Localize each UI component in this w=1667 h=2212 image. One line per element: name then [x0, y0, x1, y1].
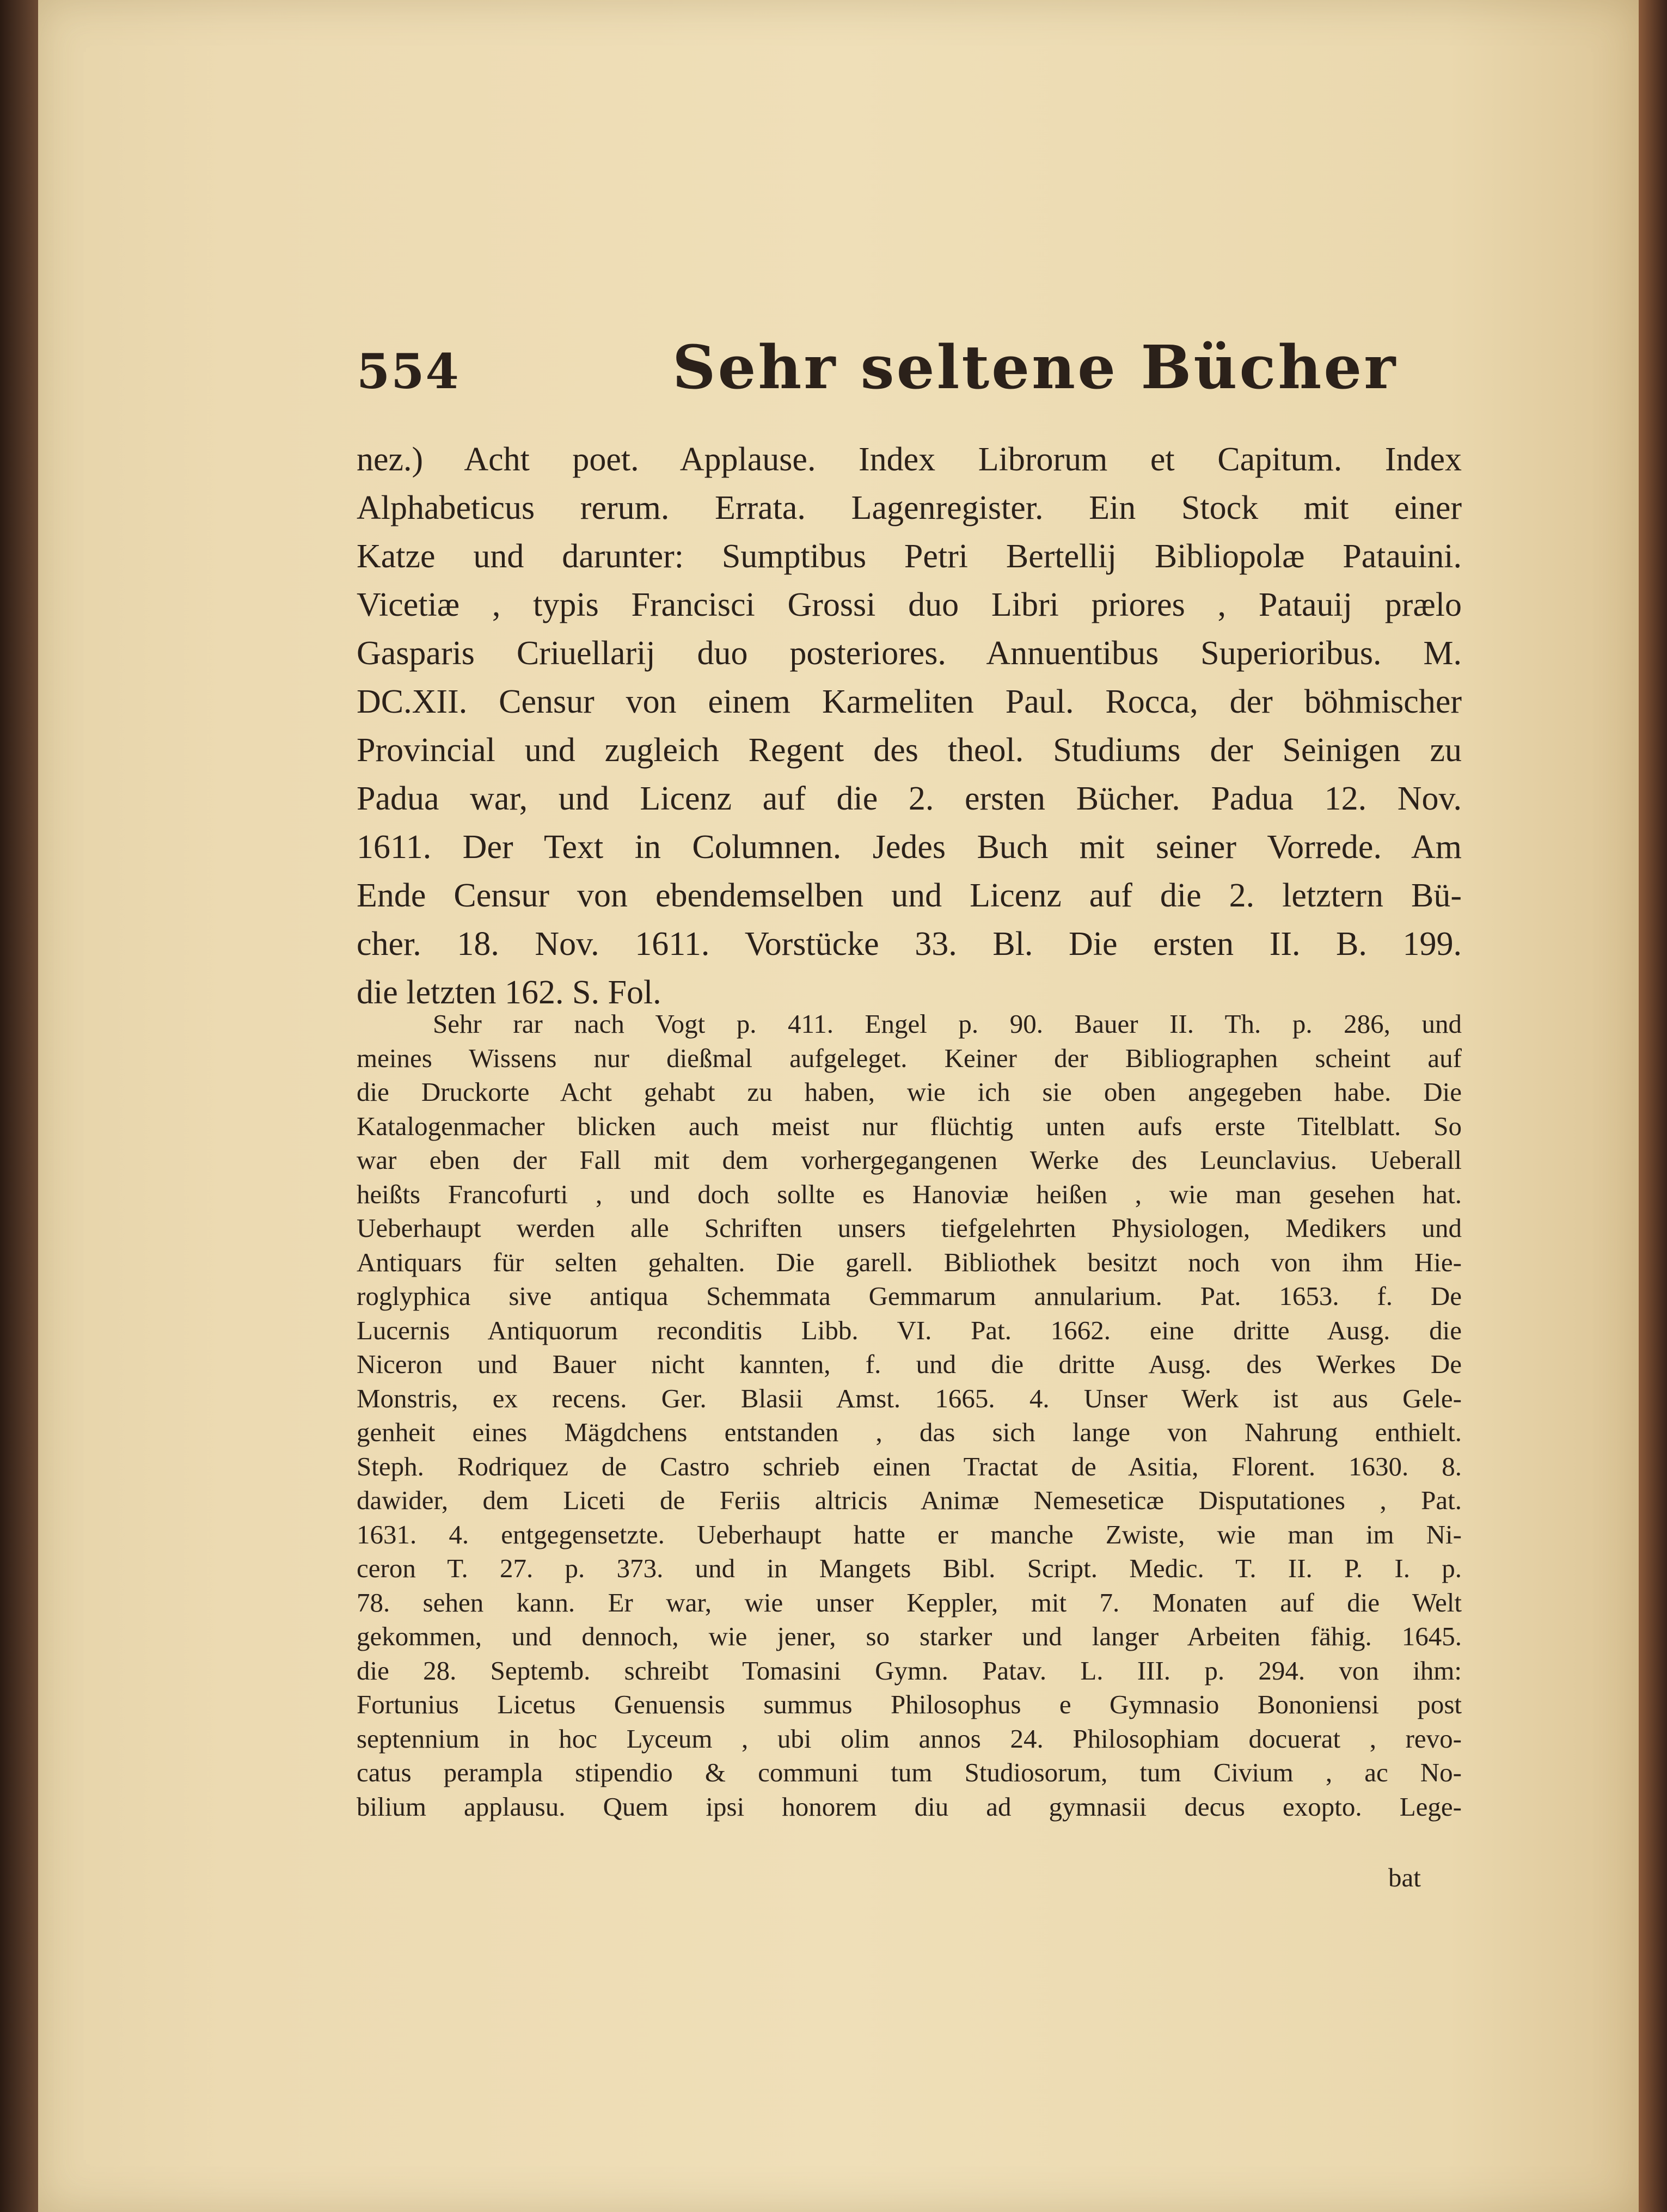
- commentary-line: Ueberhaupt werden alle Schriften unsers tiefgelehrten Physiologen, Medikers und: [357, 1213, 1462, 1243]
- running-head: [357, 332, 1398, 414]
- entry-line: die letzten 162. S. Fol.: [357, 974, 661, 1011]
- commentary-line: ceron T. 27. p. 373. und in Mangets Bibl. Script. Medic. T. II. P. I. p.: [357, 1553, 1462, 1583]
- commentary-line: Monstris, ex recens. Ger. Blasii Amst. 1665. 4. Unser Werk ist aus Gele-: [357, 1383, 1462, 1413]
- commentary-line: heißts Francofurti , und doch sollte es Hanoviæ heißen , wie man gesehen hat.: [357, 1179, 1462, 1209]
- entry-line: Vicetiæ , typis Francisci Grossi duo Libri priores , Patauij prælo: [357, 586, 1462, 623]
- commentary-line: war eben der Fall mit dem vorhergegangenen Werke des Leunclavius. Ueberall: [357, 1145, 1462, 1175]
- commentary-line: 78. sehen kann. Er war, wie unser Keppler, mit 7. Monaten auf die Welt: [357, 1587, 1462, 1617]
- entry-line: Katze und darunter: Sumptibus Petri Bertellij Bibliopolæ Patauini.: [357, 538, 1462, 575]
- commentary-line: Niceron und Bauer nicht kannten, f. und die dritte Ausg. des Werkes De: [357, 1349, 1462, 1379]
- bibliographic-entry: [357, 436, 1462, 1017]
- commentary-line: dawider, dem Liceti de Feriis altricis Animæ Nemeseticæ Disputationes , Pat.: [357, 1485, 1462, 1515]
- entry-line: Ende Censur von ebendemselben und Licenz auf die 2. letztern Bü-: [357, 877, 1462, 914]
- entry-line: 1611. Der Text in Columnen. Jedes Buch mit seiner Vorrede. Am: [357, 829, 1462, 866]
- catchword: bat: [1388, 1862, 1421, 1892]
- commentary-line: septennium in hoc Lyceum , ubi olim annos 24. Philosophiam docuerat , revo-: [357, 1723, 1462, 1754]
- commentary-line: die 28. Septemb. schreibt Tomasini Gymn. Patav. L. III. p. 294. von ihm:: [357, 1655, 1462, 1686]
- commentary-line: Sehr rar nach Vogt p. 411. Engel p. 90. Bauer II. Th. p. 286, und: [433, 1009, 1462, 1039]
- commentary-line: 1631. 4. entgegensetzte. Ueberhaupt hatte er manche Zwiste, wie man im Ni-: [357, 1519, 1462, 1549]
- entry-line: nez.) Acht poet. Applause. Index Librorum et Capitum. Index: [357, 441, 1462, 478]
- commentary-line: Lucernis Antiquorum reconditis Libb. VI. Pat. 1662. eine dritte Ausg. die: [357, 1315, 1462, 1345]
- entry-line: cher. 18. Nov. 1611. Vorstücke 33. Bl. Die ersten II. B. 199.: [357, 926, 1462, 963]
- commentary-line: meines Wissens nur dießmal aufgeleget. Keiner der Bibliographen scheint auf: [357, 1043, 1462, 1073]
- commentary-line: roglyphica sive antiqua Schemmata Gemmarum annularium. Pat. 1653. f. De: [357, 1281, 1462, 1311]
- commentary-line: Katalogenmacher blicken auch meist nur flüchtig unten aufs erste Titelblatt. So: [357, 1111, 1462, 1141]
- running-title: Sehr seltene Bücher: [672, 332, 1398, 402]
- entry-line: Padua war, und Licenz auf die 2. ersten Bücher. Padua 12. Nov.: [357, 780, 1462, 817]
- page-edge: [1639, 0, 1667, 2212]
- entry-line: Gasparis Criuellarij duo posteriores. Annuentibus Superioribus. M.: [357, 635, 1462, 672]
- commentary-line: gekommen, und dennoch, wie jener, so starker und langer Arbeiten fähig. 1645.: [357, 1621, 1462, 1651]
- commentary-line: die Druckorte Acht gehabt zu haben, wie ich sie oben angegeben habe. Die: [357, 1077, 1462, 1107]
- book-spine: [0, 0, 38, 2212]
- commentary-line: Steph. Rodriquez de Castro schrieb einen Tractat de Asitia, Florent. 1630. 8.: [357, 1451, 1462, 1481]
- commentary-line: Antiquars für selten gehalten. Die garell. Bibliothek besitzt noch von ihm Hie-: [357, 1247, 1462, 1277]
- commentary-line: catus perampla stipendio & communi tum Studiosorum, tum Civium , ac No-: [357, 1757, 1462, 1787]
- entry-line: Provincial und zugleich Regent des theol. Studiums der Seinigen zu: [357, 732, 1462, 769]
- entry-line: Alphabeticus rerum. Errata. Lagenregister. Ein Stock mit einer: [357, 489, 1462, 526]
- commentary-line: genheit eines Mägdchens entstanden , das sich lange von Nahrung enthielt.: [357, 1417, 1462, 1447]
- commentary-paragraph: [357, 1007, 1462, 1824]
- commentary-line: Fortunius Licetus Genuensis summus Philosophus e Gymnasio Bononiensi post: [357, 1689, 1462, 1719]
- entry-line: DC.XII. Censur von einem Karmeliten Paul. Rocca, der böhmischer: [357, 683, 1462, 720]
- commentary-line: bilium applausu. Quem ipsi honorem diu ad gymnasii decus exopto. Lege-: [357, 1791, 1462, 1822]
- page-number: 554: [357, 343, 460, 400]
